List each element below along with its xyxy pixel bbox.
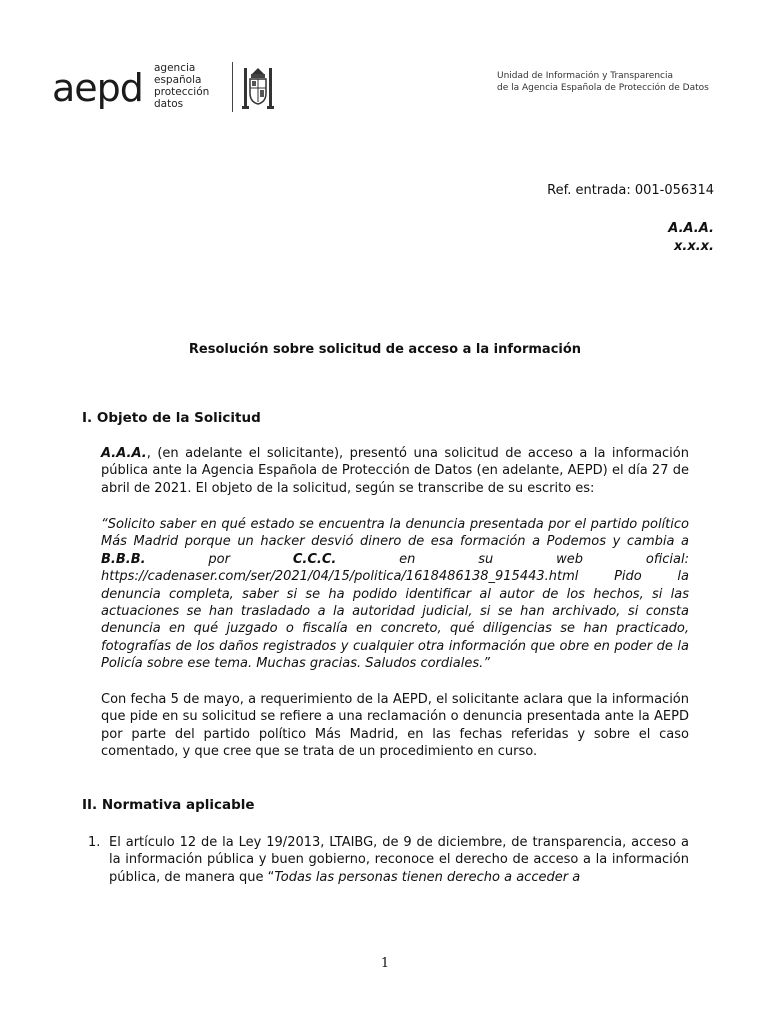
logo-wordmark: aepd (52, 66, 143, 110)
recipient-block: A.A.A. x.x.x. (668, 221, 714, 254)
issuing-unit: Unidad de Información y Transparencia de la Agencia Española de Protección de Datos (497, 71, 709, 93)
document-title: Resolución sobre solicitud de acceso a la información (188, 342, 582, 357)
reference-number: Ref. entrada: 001-056314 (547, 183, 714, 198)
coat-of-arms-icon (240, 64, 276, 112)
paragraph-aclaracion: Con fecha 5 de mayo, a requerimiento de la AEPD, el solicitante aclara que la información que pide en su solicitud se refiere a una reclamación o denuncia presentada ante la AEPD por parte del partido político Más Madrid, en las fechas referidas y sobre el caso comentado, y que cree que se trata de un procedimiento en curso. (101, 692, 689, 760)
quoted-request: “Solicito saber en qué estado se encuentra la denuncia presentada por el partido político Más Madrid porque un hacker desvió dinero de esa formación a Podemos y cambia a B.B.B. por C.C.C. en su web oficial: https://cadenaser.com/ser/2021/04/15/politica/1618486138_915443.html Pido la denuncia completa, saber si se ha podido identificar al autor de los hechos, si las actuaciones se han trasladado a la autoridad judicial, si se han archivado, si consta denuncia en qué juzgado o fiscalía en concreto, qué diligencias se han practicado, fotografías de los daños registrados y cualquier otra información que obre en poder de la Policía sobre ese tema. Muchas gracias. Saludos cordiales.” (101, 517, 689, 672)
page-number: 1 (380, 956, 390, 971)
section-heading-objeto: I. Objeto de la Solicitud (82, 410, 261, 426)
news-link[interactable]: https://cadenaser.com/ser/2021/04/15/politica/1618486138_915443.html (101, 569, 579, 585)
section-heading-normativa: II. Normativa aplicable (82, 797, 255, 813)
paragraph-solicitud: A.A.A., (en adelante el solicitante), presentó una solicitud de acceso a la información pública ante la Agencia Española de Protección de Datos (en adelante, AEPD) el día 27 de abril de 2021. El objeto de la solicitud, según se transcribe de su escrito es: (101, 446, 689, 496)
list-number: 1. (88, 835, 101, 850)
logo-tagline: agencia española protección datos (154, 62, 210, 110)
logo-divider (232, 62, 233, 112)
aepd-logo (52, 60, 282, 116)
list-item-text: El artículo 12 de la Ley 19/2013, LTAIBG, de 9 de diciembre, de transparencia, acceso a la información pública y buen gobierno, reconoce el derecho de acceso a la información pública, de manera que “Todas las personas tienen derecho a acceder a (109, 835, 689, 885)
